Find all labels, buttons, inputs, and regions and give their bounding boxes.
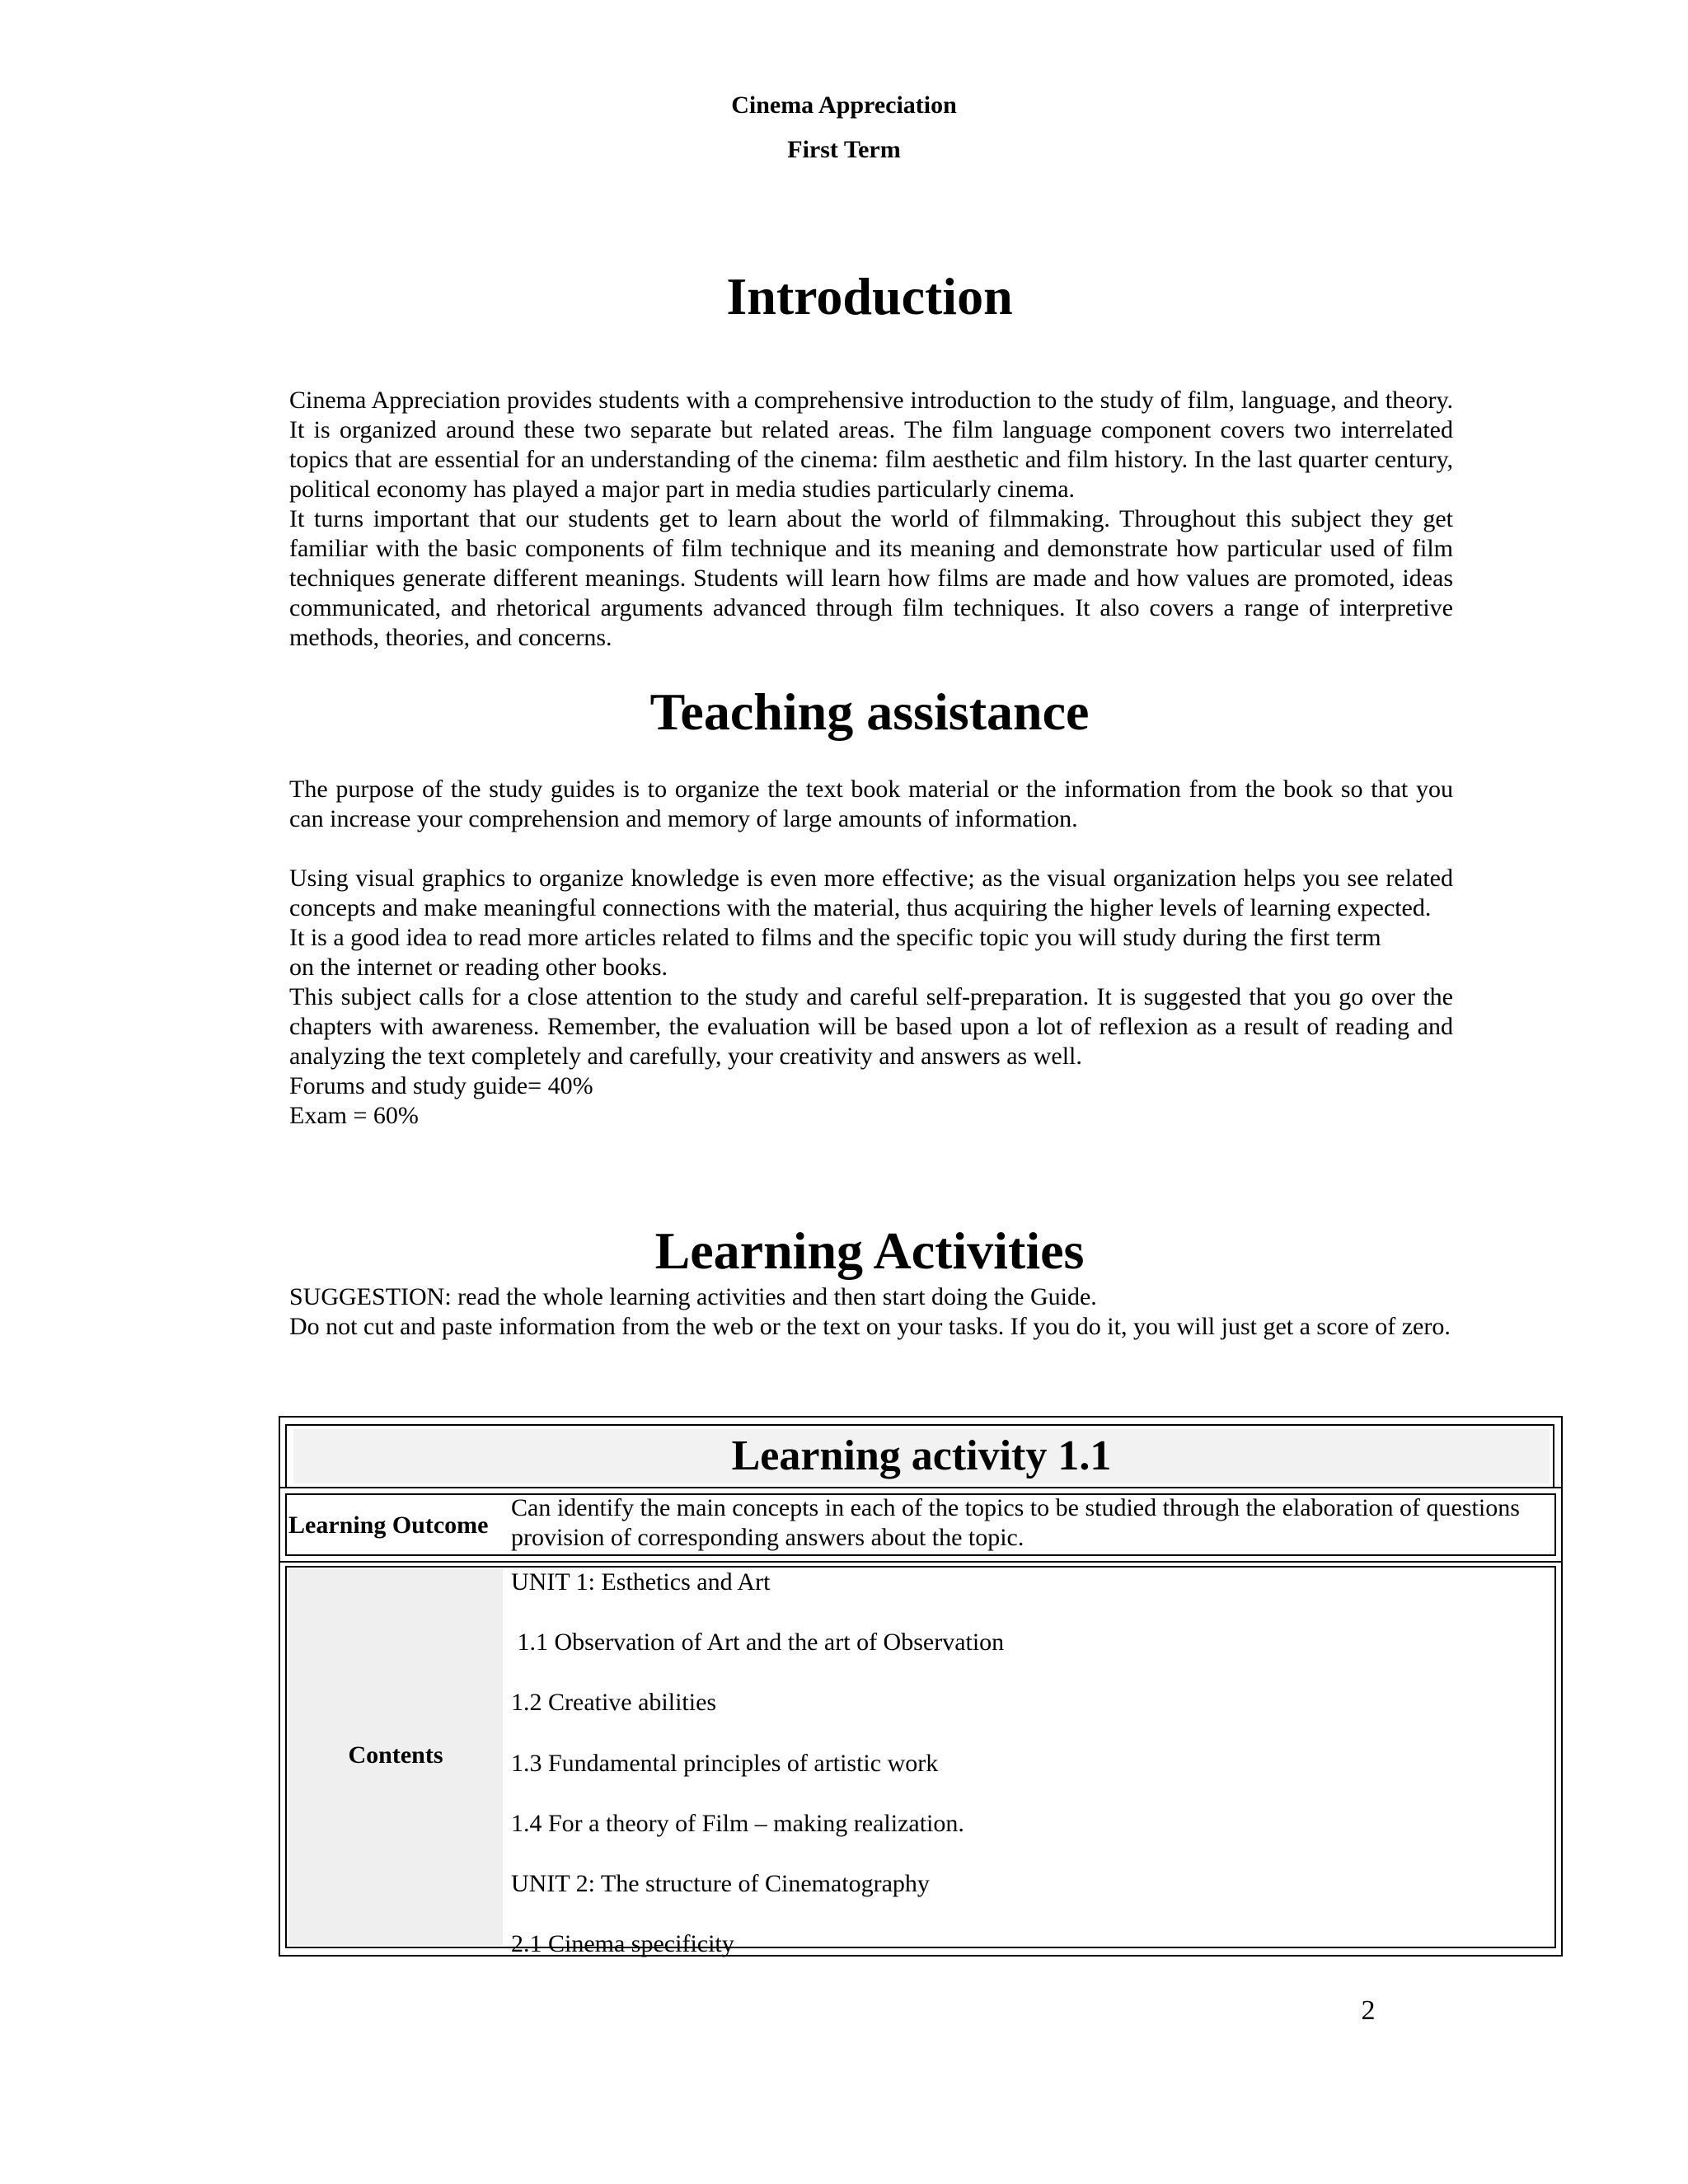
learning-outcome-row [280,1487,1561,1563]
learning-outcome-label: Learning Outcome [288,1511,489,1539]
course-title: Cinema Appreciation [731,91,957,119]
grading-exam: Exam = 60% [289,1102,419,1129]
page-number: 2 [1361,1995,1376,2026]
learning-suggestion: SUGGESTION: read the whole learning activities and then start doing the Guide. [289,1283,1097,1310]
activity-title-row [285,1424,1554,1488]
learning-activity-table [279,1416,1563,1957]
contents-row [280,1563,1561,1958]
table-border [1553,1426,1554,1488]
activity-title: Learning activity 1.1 [293,1429,1550,1483]
contents-item: UNIT 2: The structure of Cinematography [511,1869,930,1897]
teaching-paragraph: This subject calls for a close attention to the study and careful self-preparation. It is suggested that you go over the chapters with awareness. Remember, the evaluation will be based upon a lot of reflexion as a result of reading and analyzing the text completely and carefully, your creativity and answers as well. [289,983,1453,1070]
teaching-paragraph-line: It is a good idea to read more articles related to films and the specific topic you will study during the first term [289,924,1381,951]
table-border [1554,1566,1556,1947]
learning-outcome-line: Can identify the main concepts in each of the topics to be studied through the elaboration of questions [511,1494,1520,1521]
grading-forums: Forums and study guide= 40% [289,1072,593,1099]
contents-item: 2.1 Cinema specificity [511,1930,734,1958]
table-border [285,1493,287,1556]
table-border [285,1426,287,1488]
introduction-heading: Introduction [726,267,1013,326]
contents-item: 1.3 Fundamental principles of artistic work [511,1749,939,1777]
learning-warning: Do not cut and paste information from the web or the text on your tasks. If you do it, you will just get a score of zero. [289,1313,1451,1340]
teaching-paragraph: The purpose of the study guides is to organize the text book material or the information from the book so that you can increase your comprehension and memory of large amounts of information. [289,776,1453,832]
contents-label-cell [288,1569,503,1945]
teaching-body [289,775,1453,1131]
table-border [285,1566,287,1947]
contents-item: 1.4 For a theory of Film – making realization. [511,1809,964,1837]
paragraph-gap [289,834,1453,864]
teaching-heading: Teaching assistance [649,682,1090,741]
learning-outcome-text [511,1493,1551,1553]
term-title: First Term [787,136,901,163]
contents-label: Contents [348,1741,443,1769]
teaching-paragraph: Using visual graphics to organize knowledge is even more effective; as the visual organization helps you see related concepts and make meaningful connections with the material, thus acquiring the higher levels of learning expected. [289,865,1453,921]
learning-body [289,1282,1453,1342]
introduction-body [289,386,1453,653]
introduction-paragraph: It turns important that our students get to learn about the world of filmmaking. Throughout this subject they get familiar with the basic components of film technique and its meaning and demonstrate how particular used of film techniques generate different meanings. Students will learn how films are made and how values are promoted, ideas communicated, and rhetorical arguments advanced through film techniques. It also covers a range of interpretive methods, theories, and concerns. [289,505,1453,651]
contents-item: 1.1 Observation of Art and the art of Observation [511,1629,1005,1657]
table-border [1554,1493,1556,1556]
table-border [285,1554,1556,1556]
contents-item: UNIT 1: Esthetics and Art [511,1568,771,1596]
introduction-paragraph: Cinema Appreciation provides students with a comprehensive introduction to the study of film, language, and theory. It is organized around these two separate but related areas. The film language component covers two interrelated topics that are essential for an understanding of the cinema: film aesthetic and film history. In the last quarter century, political economy has played a major part in media studies particularly cinema. [289,387,1453,503]
learning-heading: Learning Activities [654,1221,1085,1280]
learning-outcome-line: provision of corresponding answers about the topic. [511,1524,1025,1551]
contents-list [511,1568,1551,1990]
teaching-paragraph-line: on the internet or reading other books. [289,954,668,981]
contents-item: 1.2 Creative abilities [511,1689,717,1717]
